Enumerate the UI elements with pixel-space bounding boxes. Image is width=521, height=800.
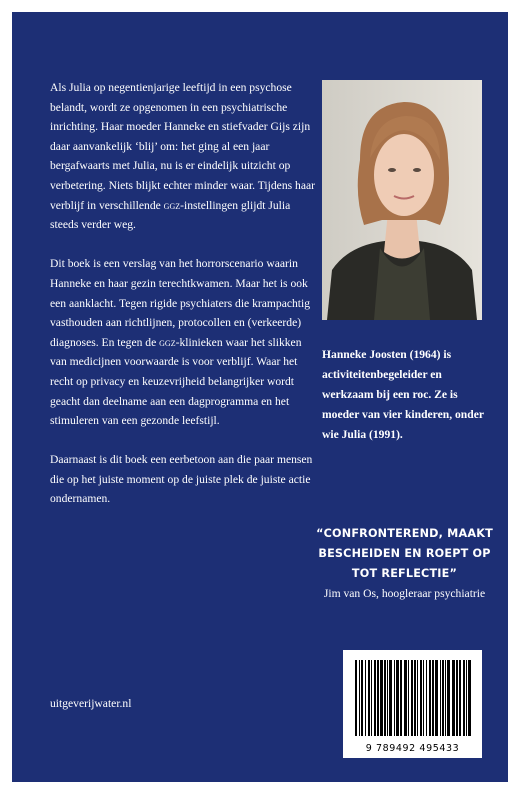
blurb (50, 78, 320, 529)
quote-source: Jim van Os, hoogleraar psychiatrie (323, 587, 486, 600)
blurb-p2-text: Dit boek is een verslag van het horrorscenario waarin Hanneke en haar gezin terechtkwamen. Maar het is ook een aanklacht. Tegen rigide psychiaters die krampachtig vasthouden aan richtlijnen, protocollen en (verkeerde) diagnoses. En tegen de (50, 257, 311, 349)
barcode-bars (343, 650, 482, 742)
blurb-p1-text-3: -instellingen glijdt Julia steeds verder weg. (50, 198, 291, 232)
blurb-paragraph-2 (50, 254, 320, 430)
isbn-barcode (343, 650, 482, 758)
blurb-p1-text-2: verschillende (98, 198, 164, 212)
quote-text: “CONFRONTEREND, MAAKT BESCHEIDEN EN ROEPT OP TOT REFLECTIE” (316, 527, 493, 580)
blurb-paragraph-3: Daarnaast is dit boek een eerbetoon aan die paar mensen die op het juiste moment op de juiste plek de juiste actie ondernamen. (50, 453, 313, 506)
ggz-abbrev: ggz (163, 198, 181, 212)
back-cover (12, 12, 508, 782)
review-quote (312, 524, 497, 604)
author-bio: Hanneke Joosten (1964) is activiteitenbegeleider en werkzaam bij een roc. Ze is moeder van vier kinderen, onder wie Julia (1991). (322, 348, 484, 441)
author-photo (322, 80, 482, 320)
publisher-url[interactable]: uitgeverijwater.nl (50, 697, 132, 710)
blurb-p1-text: Als Julia op negentienjarige leeftijd in een psychose belandt, wordt ze opgenomen in een psychiatrische inrichting. Haar moeder Hanneke en stiefvader Gijs zijn daar aanvankelijk ‘blij’ om: het ging al een jaar bergafwaarts met Julia, nu is er eindelijk uitzicht op verbetering. Niets blijkt echter minder waar. Tijdens haar verblijf in (50, 81, 315, 212)
ggz-abbrev: ggz (159, 335, 176, 349)
blurb-p2-text-2: -klinieken waar het slikken van medicijnen voorwaarde is voor verblijf. Waar het recht op privacy en keuzevrijheid belangrijker wordt geacht dan deelname aan een dagprogramma en het stimuleren van een gezonde leefstijl. (50, 335, 302, 428)
barcode-digits: 9 789492 495433 (365, 743, 460, 754)
blurb-paragraph-1 (50, 78, 320, 235)
